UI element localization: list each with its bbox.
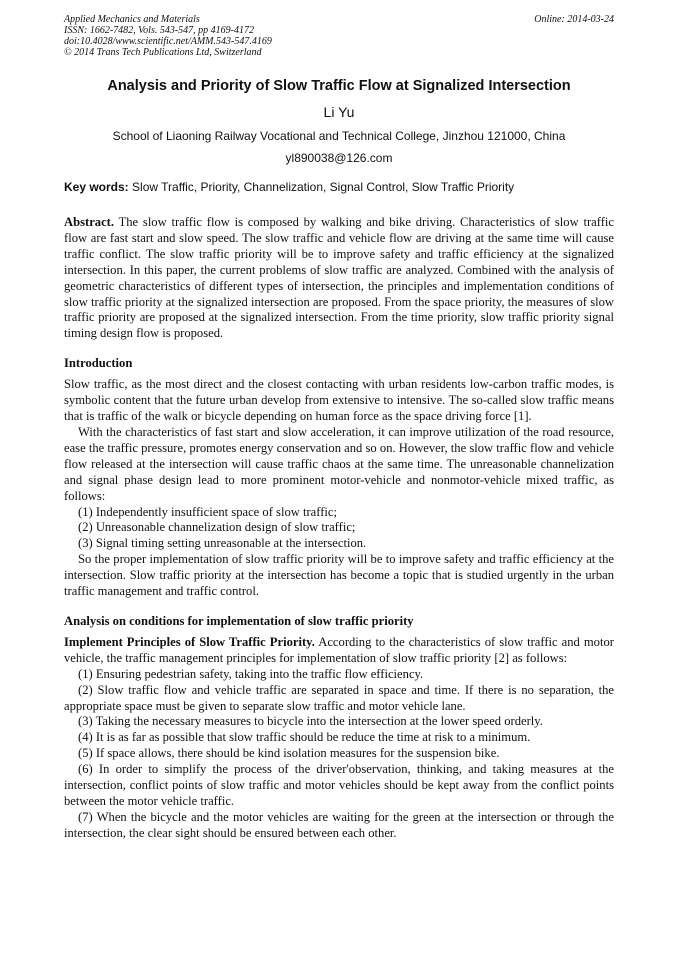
online-date: Online: 2014-03-24 (534, 14, 614, 25)
list-item: (6) In order to simplify the process of the driver'observation, thinking, and taking measures at the intersection, conflict points of slow traffic and motor vehicles should be kept away from the conflict points between the motor vehicle traffic. (64, 762, 614, 808)
list-item: (3) Taking the necessary measures to bicycle into the intersection at the lower speed orderly. (78, 714, 543, 729)
list-item: (1) Independently insufficient space of slow traffic; (78, 504, 338, 519)
analysis-body (64, 635, 614, 842)
list-item: (2) Unreasonable channelization design of slow traffic; (78, 520, 356, 535)
paragraph-text: According to the characteristics of slow traffic and motor vehicle, the traffic management principles for implementation of slow traffic priority [2] as follows: (64, 634, 614, 665)
list-item: (4) It is as far as possible that slow traffic should be reduce the time at risk to a minimum. (78, 730, 531, 745)
author-email[interactable]: yl890038@126.com (285, 151, 393, 165)
section-heading-analysis: Analysis on conditions for implementation of slow traffic priority (64, 613, 414, 628)
subsection-runin-heading: Implement Principles of Slow Traffic Priority. (64, 634, 315, 649)
paper-page (64, 14, 614, 842)
section-heading-introduction: Introduction (64, 356, 133, 371)
paragraph: Slow traffic, as the most direct and the closest contacting with urban residents low-carbon traffic modes, is symbolic content that the future urban develop from extensive to intensive. The so-called slow traffic means that is traffic of the walk or bicycle depending on human force as the space driving force [1]. (64, 377, 614, 424)
copyright-line: © 2014 Trans Tech Publications Ltd, Switzerland (64, 47, 262, 58)
author-affiliation: School of Liaoning Railway Vocational and Technical College, Jinzhou 121000, China (112, 129, 566, 143)
list-item: (1) Ensuring pedestrian safety, taking into the traffic flow efficiency. (78, 666, 424, 681)
paragraph: With the characteristics of fast start and slow acceleration, it can improve utilization of the road resource, ease the traffic pressure, promotes energy conservation and so on. However, the slow traffic flow and vehicle flow released at the intersection will cause traffic chaos at the same time. The unreasonable channelization and signal phase design lead to more prominent motor-vehicle and nonmotor-vehicle mixed traffic, as follows: (64, 424, 614, 503)
keywords-text: Slow Traffic, Priority, Channelization, Signal Control, Slow Traffic Priority (132, 180, 515, 194)
issn-line: ISSN: 1662-7482, Vols. 543-547, pp 4169-4172 (64, 25, 254, 36)
journal-header (64, 14, 614, 58)
paragraph (64, 635, 614, 667)
keywords-label: Key words: (64, 180, 129, 194)
author-name: Li Yu (323, 104, 355, 120)
list-item: (3) Signal timing setting unreasonable at the intersection. (78, 536, 367, 551)
introduction-body (64, 377, 614, 600)
paragraph: So the proper implementation of slow traffic priority will be to improve safety and traffic efficiency at the intersection. Slow traffic priority at the intersection has become a topic that is studied urgently in the urban traffic management and traffic control. (64, 552, 614, 599)
keywords (64, 180, 614, 194)
list-item: (7) When the bicycle and the motor vehicles are waiting for the green at the intersection or through the intersection, the clear sight should be ensured between each other. (64, 809, 614, 840)
journal-name: Applied Mechanics and Materials (64, 14, 200, 25)
doi-line[interactable]: doi:10.4028/www.scientific.net/AMM.543-547.4169 (64, 36, 272, 47)
paper-title: Analysis and Priority of Slow Traffic Flow at Signalized Intersection (107, 78, 571, 94)
abstract-label: Abstract. (64, 215, 115, 229)
abstract (64, 215, 614, 342)
abstract-text: The slow traffic flow is composed by walking and bike driving. Characteristics of slow traffic flow are fast start and slow speed. The slow traffic and vehicle flow are driving at the same time will cause traffic conflict. The slow traffic priority will be to improve safety and traffic efficiency at the signalized intersection. In this paper, the current problems of slow traffic are analyzed. Combined with the analysis of geometric characteristics of different types of intersection, the principles and implementation conditions of slow traffic priority at the signalized intersection are proposed. From the space priority, the measures of slow traffic priority are proposed at the signalized intersection. From the time priority, slow traffic priority signal timing design flow is proposed. (64, 215, 615, 341)
list-item: (5) If space allows, there should be kind isolation measures for the suspension bike. (78, 746, 500, 761)
list-item: (2) Slow traffic flow and vehicle traffic are separated in space and time. If there is no separation, the appropriate space must be given to separate slow traffic and motor vehicle lane. (64, 682, 614, 713)
